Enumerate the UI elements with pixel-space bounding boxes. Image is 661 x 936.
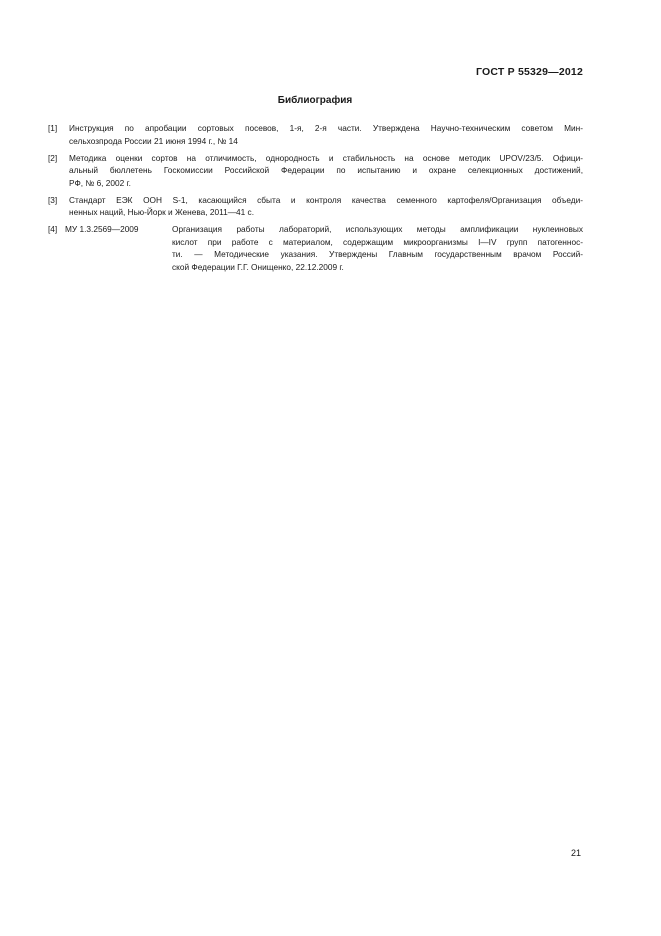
- entry-number: [2]: [48, 152, 58, 163]
- entry-number: [1]: [48, 123, 58, 133]
- entry-line: Методика оценки сортов на отличимость, однородность и стабильность на основе методик UPOV/23/5. Офици-: [69, 152, 583, 163]
- page-number: 21: [570, 848, 581, 858]
- entry-line: ской Федерации Г.Г. Онищенко, 22.12.2009 г.: [172, 261, 344, 272]
- section-title: Библиография: [277, 95, 353, 106]
- entry-line: РФ, № 6, 2002 г.: [69, 177, 131, 188]
- bibliography-list: [48, 122, 583, 278]
- entry-line: альный бюллетень Госкомиссии Российской Федерации по испытанию и охране селекционных достижений,: [69, 165, 583, 175]
- entry-line: кислот при работе с материалом, содержащим микроорганизмы I—IV групп патогеннос-: [172, 236, 583, 247]
- bibliography-entry-2: [48, 152, 583, 190]
- entry-text: [69, 152, 583, 190]
- entry-number: [3]: [48, 194, 58, 205]
- entry-number: [4]: [48, 224, 58, 234]
- entry-line: ненных наций, Нью-Йорк и Женева, 2011—41 с.: [69, 207, 255, 217]
- entry-line: Стандарт ЕЭК ООН S-1, касающийся сбыта и контроля качества семенного картофеля/Организация объеди-: [69, 194, 583, 205]
- entry-line: Инструкция по апробации сортовых посевов, 1-я, 2-я части. Утверждена Научно-техническим советом Мин-: [69, 123, 583, 133]
- bibliography-entry-1: [48, 122, 583, 147]
- bibliography-entry-3: [48, 194, 583, 219]
- entry-line: Организация работы лабораторий, использующих методы амплификации нуклеиновых: [172, 224, 583, 234]
- entry-document-code: МУ 1.3.2569—2009: [65, 224, 139, 234]
- standard-code-header: ГОСТ Р 55329—2012: [475, 66, 583, 78]
- entry-text: [172, 223, 583, 273]
- entry-text: [69, 122, 583, 147]
- entry-text: [69, 194, 583, 219]
- bibliography-entry-4: [48, 223, 583, 273]
- entry-line: ти. — Методические указания. Утверждены Главным государственным врачом Россий-: [172, 249, 583, 259]
- entry-line: сельхозпрода России 21 июня 1994 г., № 14: [69, 135, 238, 146]
